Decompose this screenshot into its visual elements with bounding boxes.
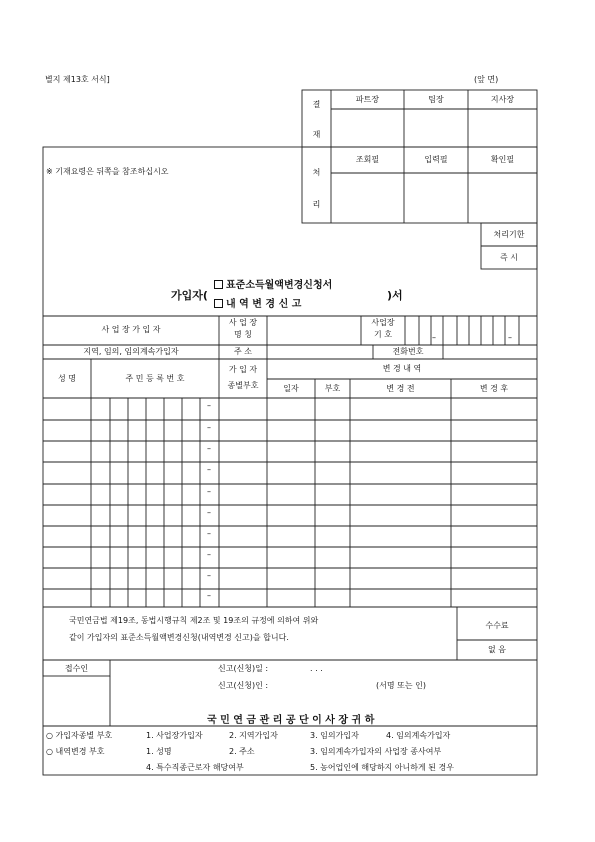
rrn-dash: – [207,550,211,559]
workplace-name-label-2: 명 칭 [234,330,252,339]
title-suffix: )서 [387,289,403,302]
date-col-header: 일자 [283,384,299,393]
approval-checked: 조회필 [355,155,380,164]
member-type-header-1: 가 입 자 [228,365,258,374]
change-code-5: 5. 농어업인에 해당하지 아니하게 된 경우 [310,763,454,772]
workplace-name-label-1: 사 업 장 [228,318,258,327]
fee-label: 수수료 [485,621,509,630]
rrn-dash: – [207,465,211,474]
approval-label-1: 결 [312,100,321,109]
change-code-4: 4. 특수직종근로자 해당여부 [146,763,244,772]
title-option-1[interactable]: 표준소득월액변경신청서 [214,276,332,291]
rrn-dash: – [207,508,211,517]
approval-entered: 입력필 [424,155,448,164]
approval-confirmed: 확인필 [490,155,515,164]
instruction-note: ※ 기재요령은 뒤쪽을 참조하십시오 [46,167,169,176]
reporter-label: 신고(신청)인 : [218,681,269,690]
receiver-label: 접수인 [64,664,89,673]
processing-period-value: 즉 시 [500,253,518,262]
member-type-code-3: 3. 임의가입자 [310,731,359,740]
rrn-dash: – [207,487,211,496]
report-date-value[interactable]: . . . [310,664,323,673]
rrn-col-header: 주 민 등 록 번 호 [125,374,185,383]
signature-note: (서명 또는 인) [376,681,426,690]
region-member-label: 지역, 임의, 임의계속가입자 [83,347,179,356]
before-col-header: 변 경 전 [386,384,415,393]
statement-line-1: 국민연금법 제19조, 동법시행규칙 제2조 및 19조의 규정에 의하여 위와 [69,616,319,625]
approval-branch-head: 지사장 [490,95,515,104]
member-type-code-4: 4. 임의계속가입자 [386,731,451,740]
approval-part-leader: 파트장 [355,95,380,104]
change-code-2: 2. 주소 [229,747,255,756]
page-side-label: (앞 면) [474,75,499,84]
member-type-header-2: 종별부호 [227,381,259,390]
workplace-member-label: 사 업 장 가 입 자 [101,325,161,334]
code-col-header: 부호 [324,384,341,393]
address-label: 주 소 [234,347,252,356]
member-type-codes-label: ○ 가입자종별 부호 [46,731,113,740]
change-details-header: 변 경 내 역 [382,364,422,373]
statement-line-2: 같이 가입자의 표준소득월액변경신청(내역변경 신고)을 합니다. [69,633,289,642]
form-number: 별지 제13호 서식] [45,75,110,84]
processing-label-1: 처 [312,168,321,177]
rrn-dash: – [207,529,211,538]
title-prefix: 가입자( [171,289,208,302]
change-code-1: 1. 성명 [146,747,172,756]
workplace-symbol-label-2: 기 호 [374,330,392,339]
name-col-header: 성 명 [58,374,76,383]
checkbox-icon[interactable] [214,280,223,289]
workplace-symbol-label-1: 사업장 [371,318,395,327]
report-date-label: 신고(신청)일 : [218,664,269,673]
member-type-code-1: 1. 사업장가입자 [146,731,203,740]
change-codes-label: ○ 내역변경 부호 [46,747,105,756]
symbol-dash-1: – [432,333,436,342]
approval-team-leader: 팀장 [428,95,444,104]
checkbox-icon[interactable] [214,299,223,308]
processing-label-2: 리 [312,200,321,209]
addressee: 국 민 연 금 관 리 공 단 이 사 장 귀 하 [207,715,375,726]
after-col-header: 변 경 후 [479,384,509,393]
symbol-dash-2: – [508,333,512,342]
rrn-dash: – [207,571,211,580]
rrn-dash: – [207,423,211,432]
approval-label-2: 재 [312,130,321,139]
member-type-code-2: 2. 지역가입자 [229,731,278,740]
processing-period-label: 처리기한 [493,230,525,239]
title-option-2[interactable]: 내 역 변 경 신 고 [214,295,301,310]
rrn-dash: – [207,401,211,410]
rrn-dash: – [207,444,211,453]
change-code-3: 3. 임의계속가입자의 사업장 종사여부 [310,747,442,756]
fee-value: 없 음 [488,645,506,654]
phone-label: 전화번호 [392,347,424,356]
rrn-dash: – [207,591,211,600]
